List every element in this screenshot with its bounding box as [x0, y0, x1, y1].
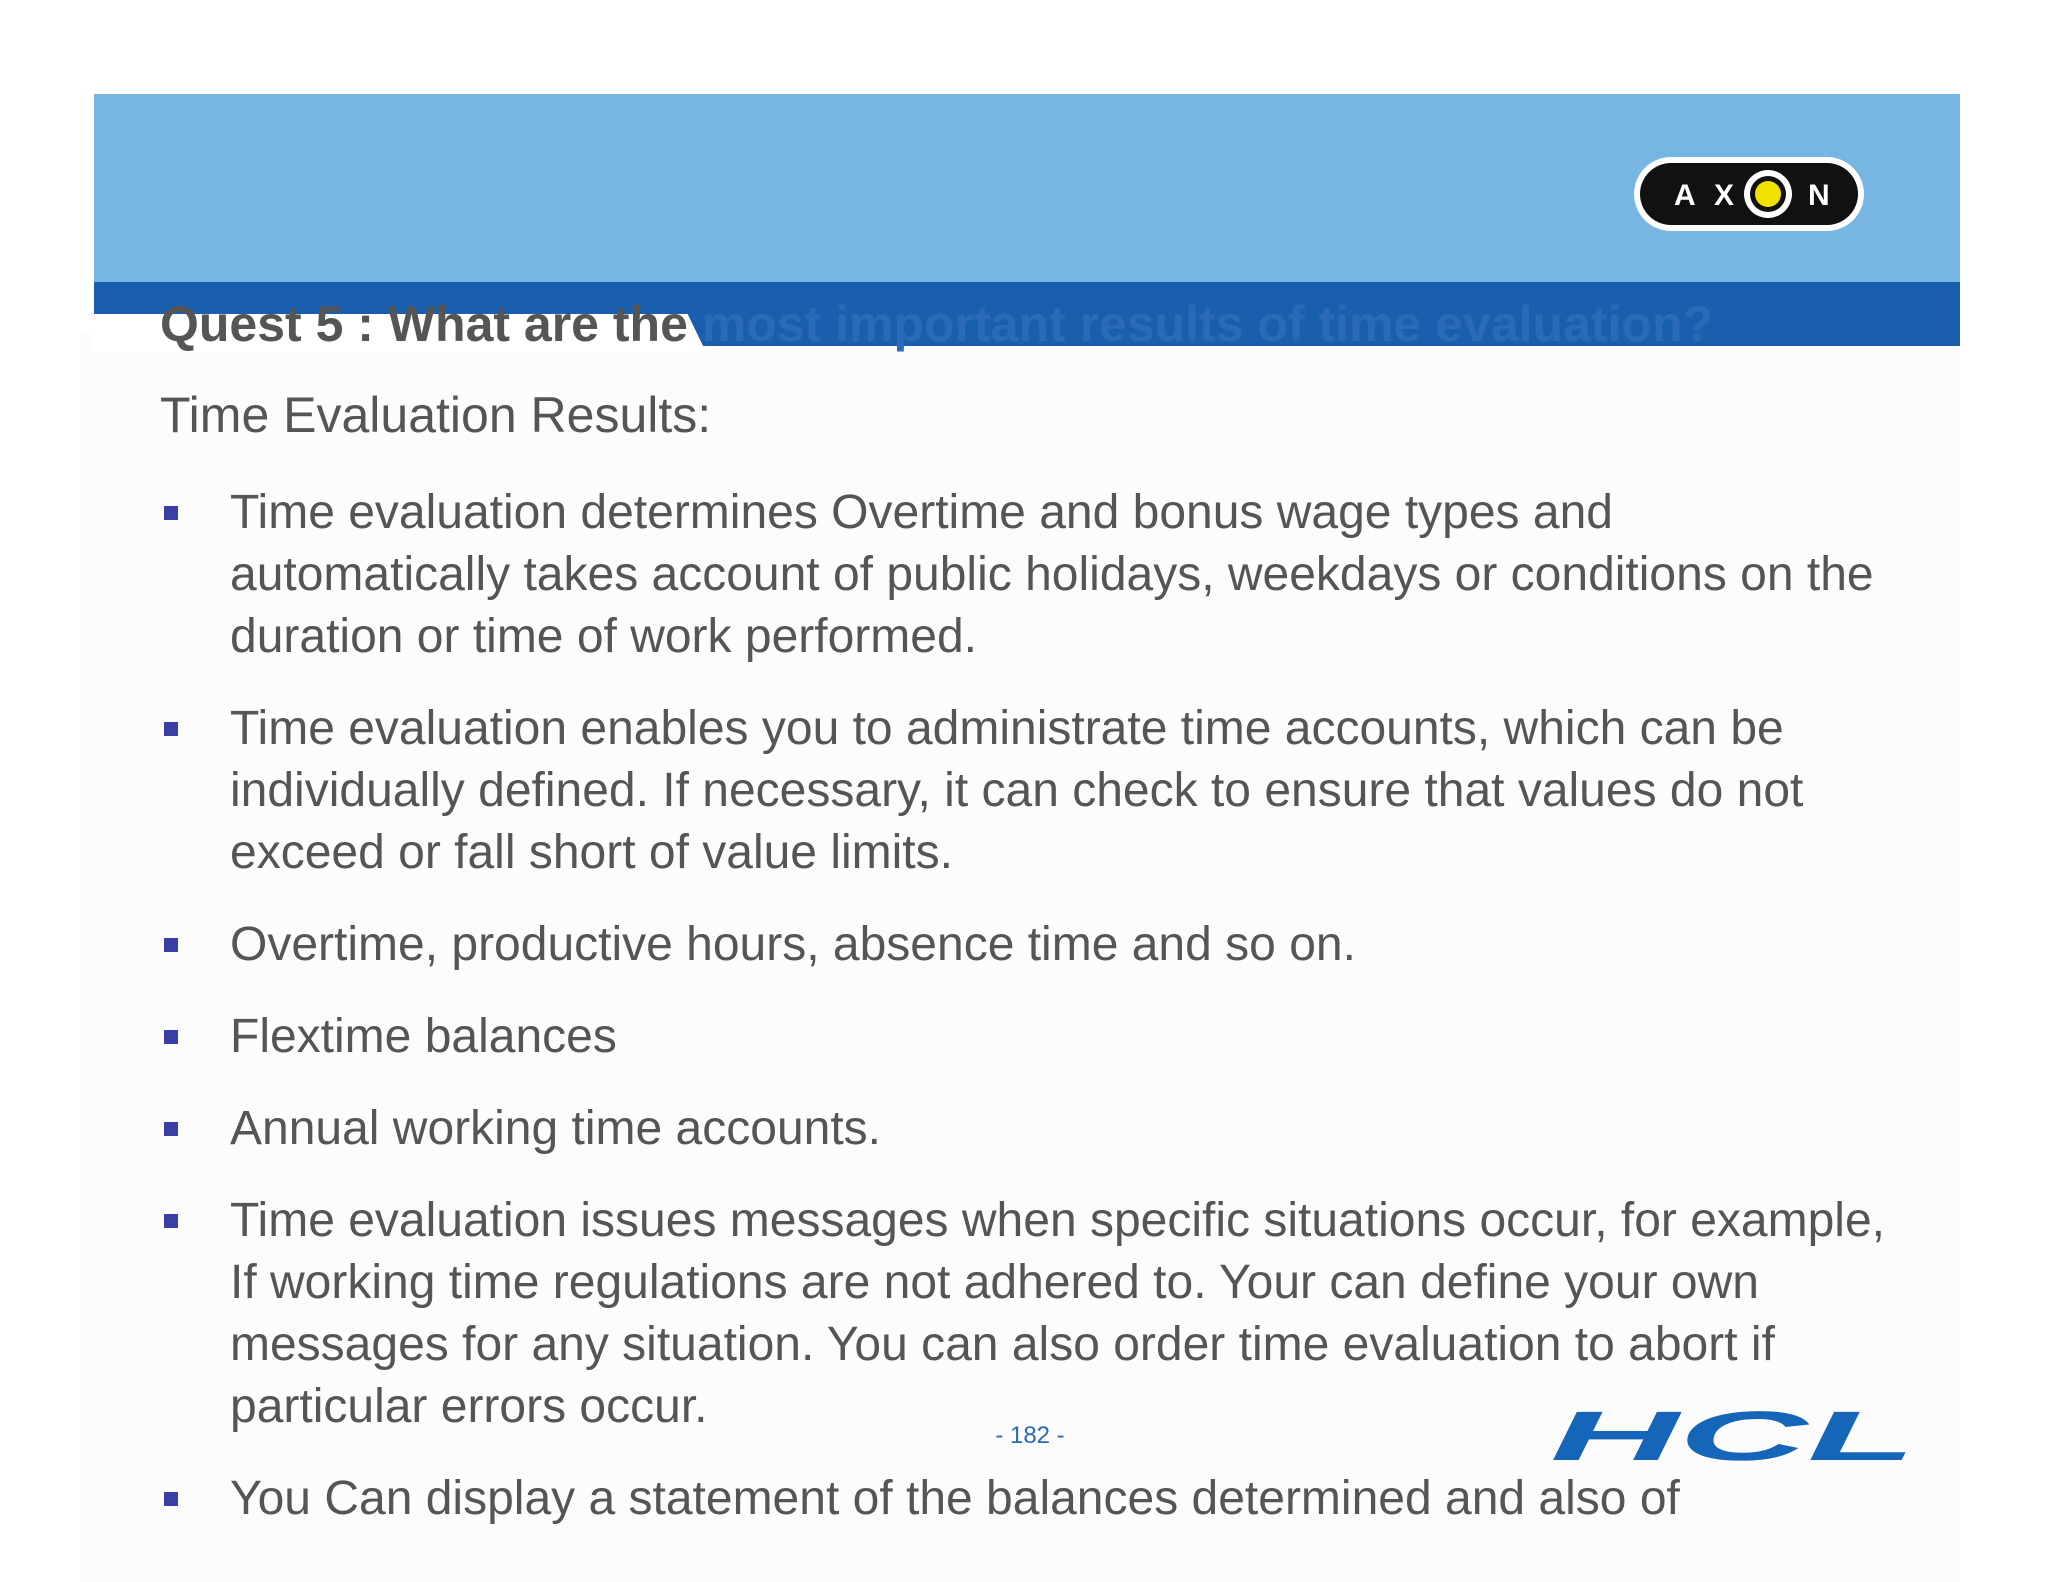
svg-text:X: X [1714, 179, 1735, 212]
bullet-text: Annual working time accounts. [230, 1102, 881, 1155]
svg-text:A: A [1674, 179, 1696, 212]
bullet-item [160, 698, 1900, 884]
bullet-square-icon [164, 938, 178, 952]
bullet-text: Time evaluation determines Overtime and bonus wage types and automatically takes account of public holidays, weekdays or conditions on the duration or time of work performed. [230, 486, 1874, 663]
subheading: Time Evaluation Results: [160, 387, 712, 443]
bullet-item [160, 914, 1900, 976]
bullet-text: Flextime balances [230, 1010, 617, 1063]
bullet-square-icon [164, 1492, 178, 1506]
slide-title-rest: most important results of time evaluation? [687, 296, 1714, 352]
bullet-square-icon [164, 506, 178, 520]
page-number: - 182 - [995, 1422, 1065, 1449]
bullet-item [160, 1098, 1900, 1160]
bullet-item [160, 1006, 1900, 1068]
bullet-item [160, 482, 1900, 668]
bullet-square-icon [164, 722, 178, 736]
bullet-square-icon [164, 1030, 178, 1044]
svg-text:HCL: HCL [1550, 1397, 1916, 1475]
slide-title-prefix: Quest 5 : What are the [160, 296, 688, 352]
hcl-logo [1546, 1397, 1920, 1475]
bullet-square-icon [164, 1122, 178, 1136]
bullet-text: Overtime, productive hours, absence time and so on. [230, 918, 1356, 971]
bullet-text: Time evaluation issues messages when specific situations occur, for example, If working time regulations are not adhered to. Your can define your own messages for any situation. You can also order time evaluation to abort if particular errors occur. [230, 1194, 1885, 1433]
bullet-square-icon [164, 1214, 178, 1228]
bullet-text: You Can display a statement of the balances determined and also of [230, 1472, 1680, 1525]
bullet-item [160, 1468, 1900, 1530]
bullet-text: Time evaluation enables you to administrate time accounts, which can be individually defined. If necessary, it can check to ensure that values do not exceed or fall short of value limits. [230, 702, 1804, 879]
svg-text:N: N [1808, 179, 1830, 212]
